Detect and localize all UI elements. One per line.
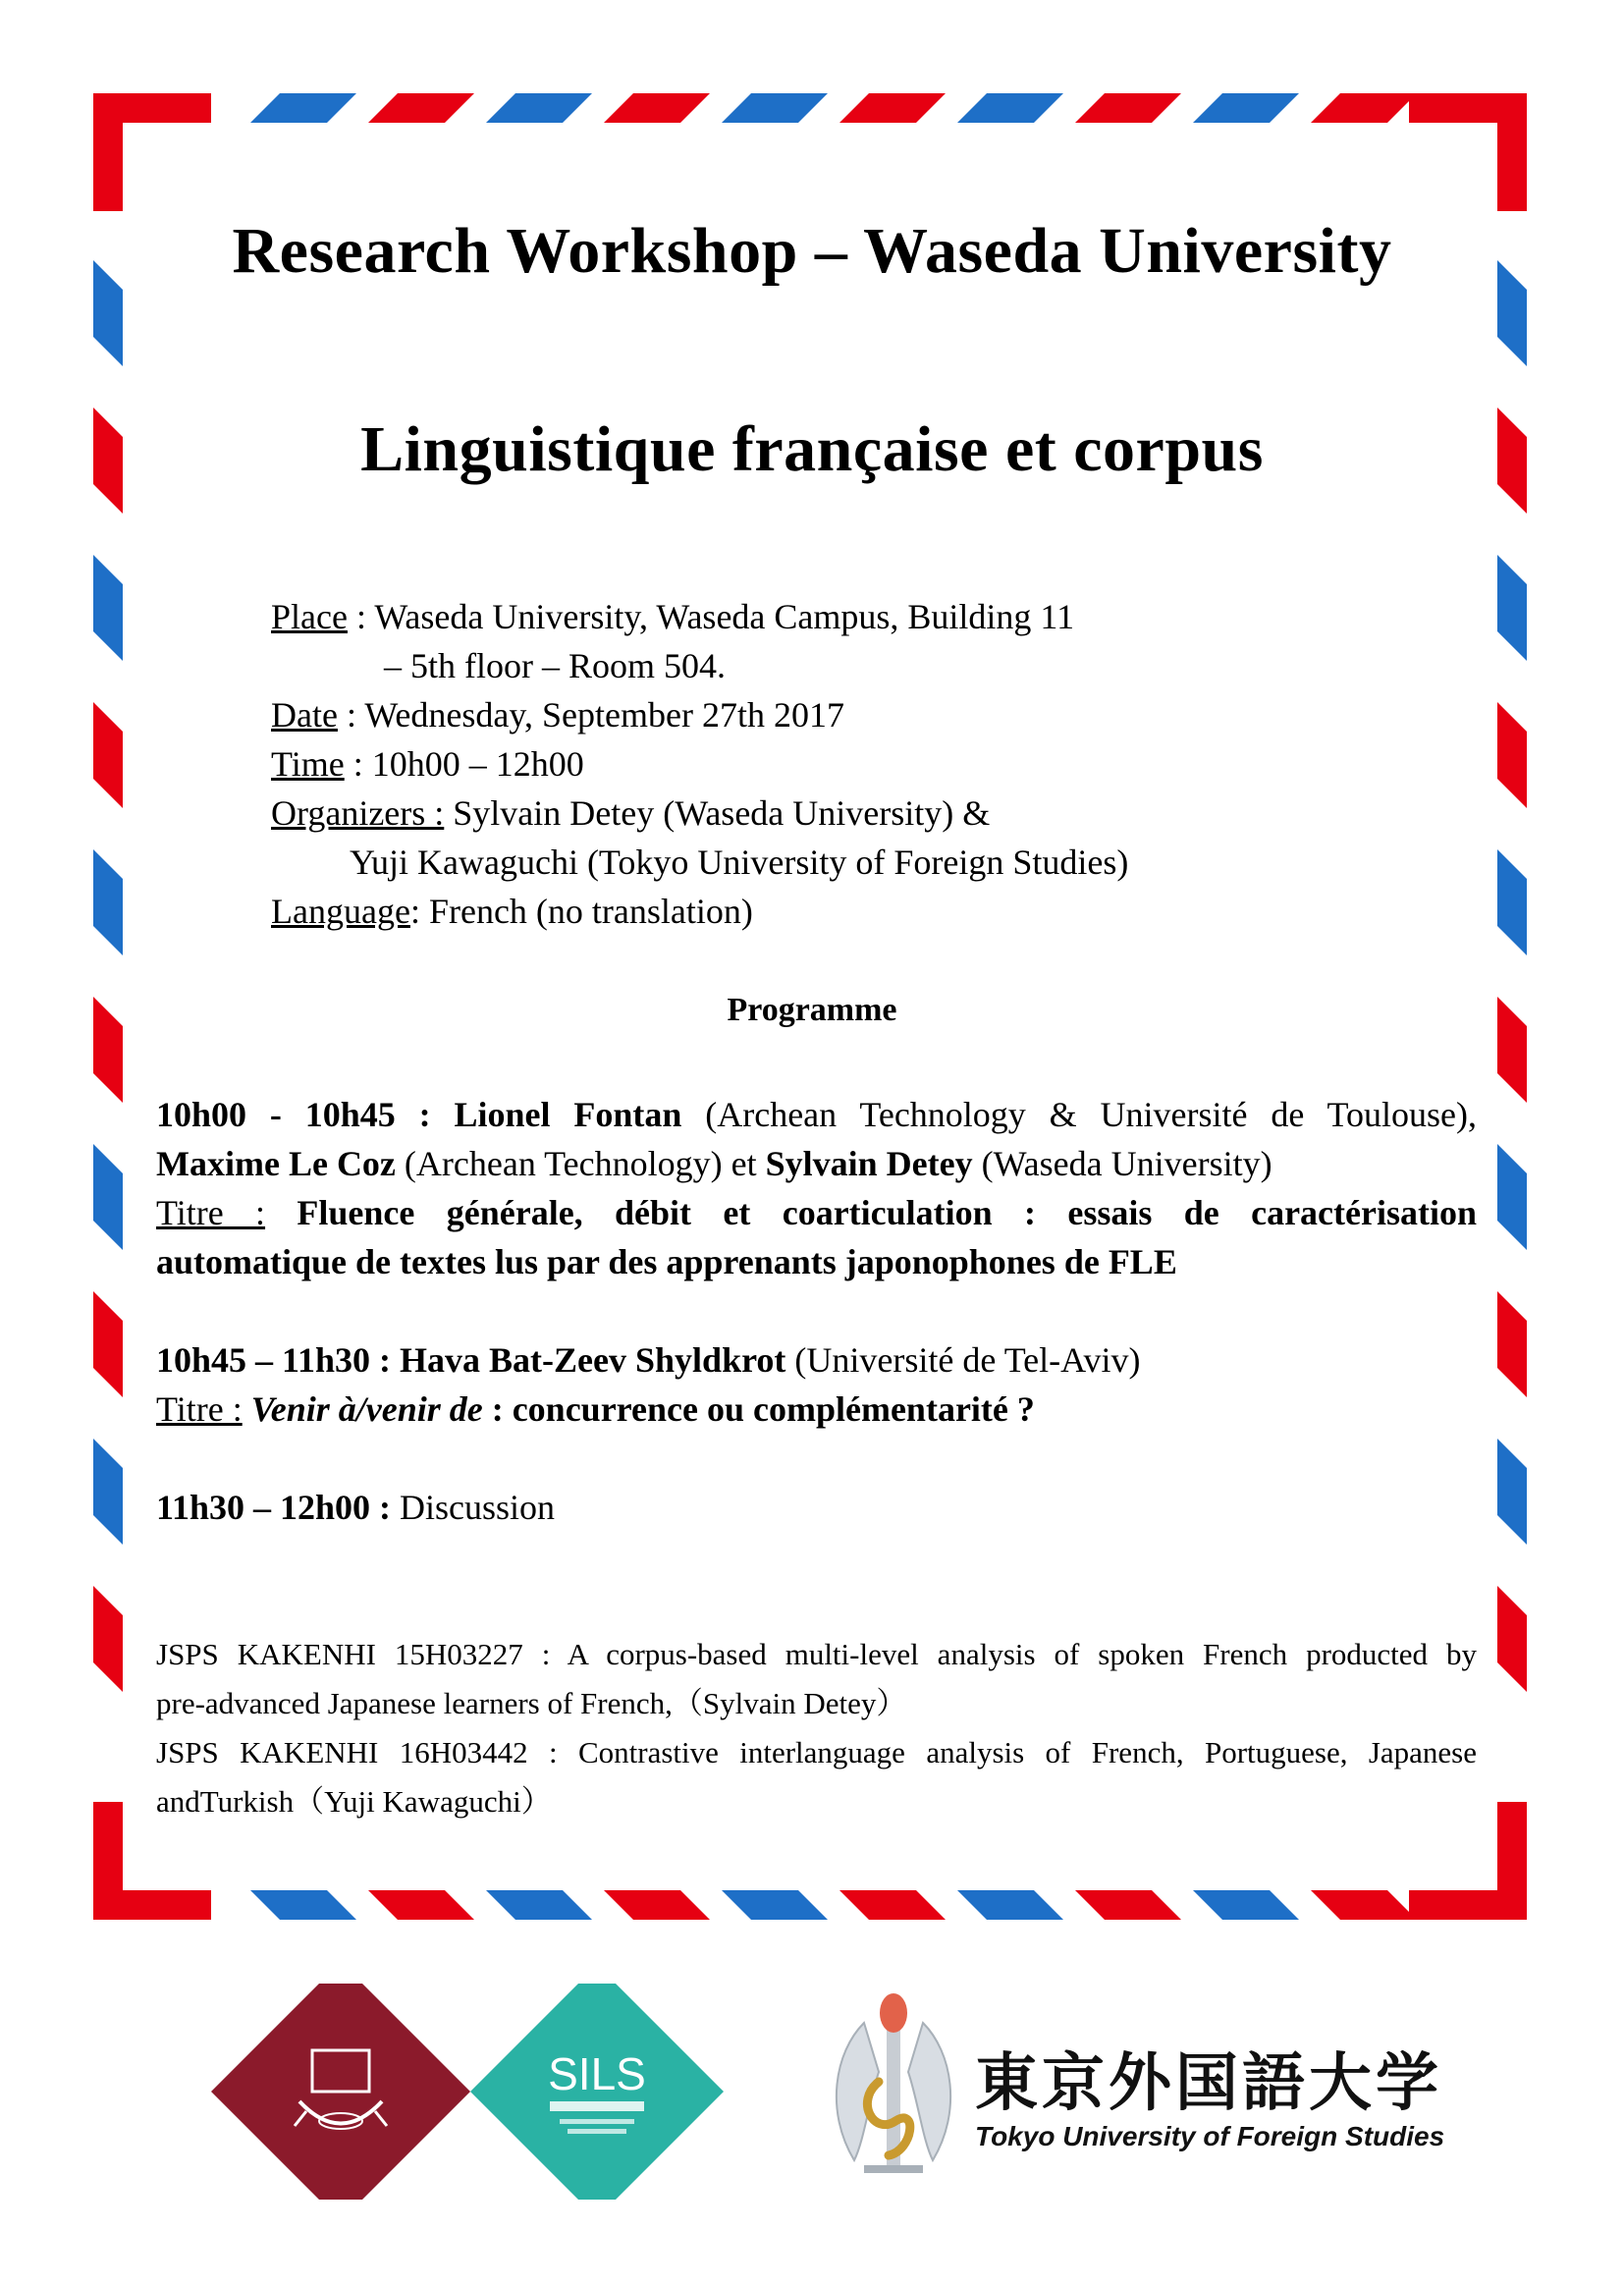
language-value: French (no translation) xyxy=(419,892,753,931)
place-value-2: – 5th floor – Room 504. xyxy=(384,646,726,685)
session-3-time: 11h30 – 12h00 : xyxy=(156,1488,392,1527)
stripe-right xyxy=(1497,1586,1527,1692)
stripe-right xyxy=(1497,1439,1527,1545)
session-1-speaker-2: Maxime Le Coz xyxy=(156,1144,396,1183)
stripe-left xyxy=(93,1439,123,1545)
stripe-bottom xyxy=(839,1890,946,1920)
time-label: Time xyxy=(271,744,345,784)
session-2-title-italic: Venir à/venir de xyxy=(242,1389,483,1429)
session-1-speaker-1: Lionel Fontan xyxy=(454,1095,682,1134)
session-3-line xyxy=(156,1483,1477,1532)
date-value: Wednesday, September 27th 2017 xyxy=(364,695,844,734)
stripe-right xyxy=(1497,1291,1527,1397)
funding-line-2: pre-advanced Japanese learners of French,（Sylvain Detey） xyxy=(156,1686,907,1720)
stripe-right xyxy=(1497,849,1527,955)
organizers-value: Sylvain Detey (Waseda University) & xyxy=(444,793,991,833)
session-2-title-rest: : concurrence ou complémentarité ? xyxy=(482,1389,1035,1429)
funding-notes xyxy=(156,1630,1477,1826)
session-1-titre-label: Titre : xyxy=(156,1193,266,1232)
language-sep: : xyxy=(409,892,420,931)
session-2-title-line xyxy=(156,1385,1477,1434)
date-sep: : xyxy=(337,695,365,734)
date-row xyxy=(271,690,1351,739)
corner-top-right xyxy=(1409,93,1527,211)
stripe-bottom xyxy=(1311,1890,1417,1920)
stripe-bottom xyxy=(486,1890,592,1920)
stripe-right xyxy=(1497,1144,1527,1250)
stripe-top xyxy=(250,93,356,123)
place-row-2 xyxy=(271,641,1351,690)
programme-heading: Programme xyxy=(727,992,897,1028)
place-sep: : xyxy=(347,597,375,636)
session-2-aff: (Université de Tel-Aviv) xyxy=(785,1340,1141,1380)
stripe-bottom xyxy=(1075,1890,1181,1920)
stripe-top xyxy=(486,93,592,123)
funding-line-1: JSPS KAKENHI 15H03227 : A corpus-based multi-level analysis of spoken French producted by xyxy=(156,1637,1477,1671)
tufs-name-english: Tokyo University of Foreign Studies xyxy=(975,2121,1445,2151)
stripe-right xyxy=(1497,555,1527,661)
event-info xyxy=(271,592,1351,936)
corner-top-left xyxy=(93,93,211,211)
sils-logo-text: SILS xyxy=(548,2048,646,2099)
stripe-top xyxy=(604,93,710,123)
language-label: Language xyxy=(271,892,410,931)
stripe-bottom xyxy=(1193,1890,1299,1920)
language-row xyxy=(271,887,1351,936)
session-1-title-1: Fluence générale, débit et coarticulation : essais de caractérisation xyxy=(265,1193,1478,1232)
stripe-bottom xyxy=(368,1890,474,1920)
organizers-value-2: Yuji Kawaguchi (Tokyo University of Foreign Studies) xyxy=(350,843,1129,882)
organizers-row xyxy=(271,789,1351,838)
page-subtitle: Linguistique française et corpus xyxy=(360,413,1264,485)
waseda-logo xyxy=(211,1984,470,2200)
session-2-time: 10h45 – 11h30 : xyxy=(156,1340,392,1380)
stripe-bottom xyxy=(957,1890,1063,1920)
stripe-left xyxy=(93,555,123,661)
page-title: Research Workshop – Waseda University xyxy=(232,215,1392,287)
organizers-label: Organizers : xyxy=(271,793,445,833)
stripe-top xyxy=(1075,93,1181,123)
stripe-top xyxy=(1311,93,1417,123)
session-2-line-1 xyxy=(156,1335,1477,1385)
time-sep: : xyxy=(344,744,372,784)
place-label: Place xyxy=(271,597,348,636)
session-1-speaker-3: Sylvain Detey xyxy=(765,1144,973,1183)
stripe-top xyxy=(722,93,828,123)
session-1-aff-1: (Archean Technology & Université de Toulouse), xyxy=(681,1095,1477,1134)
stripe-top xyxy=(839,93,946,123)
time-value: 10h00 – 12h00 xyxy=(371,744,584,784)
session-3 xyxy=(156,1483,1477,1532)
stripe-left xyxy=(93,702,123,808)
session-1-title-line-2 xyxy=(156,1237,1477,1286)
session-2-speaker: Hava Bat-Zeev Shyldkrot xyxy=(391,1340,786,1380)
stripe-left xyxy=(93,1586,123,1692)
session-1-aff-2: (Archean Technology) et xyxy=(395,1144,766,1183)
stripe-top xyxy=(1193,93,1299,123)
stripe-bottom xyxy=(250,1890,356,1920)
funding-line-4: andTurkish（Yuji Kawaguchi） xyxy=(156,1784,552,1819)
session-1-line-1 xyxy=(156,1090,1477,1139)
place-row xyxy=(271,592,1351,641)
stripe-bottom xyxy=(604,1890,710,1920)
place-value: Waseda University, Waseda Campus, Building 11 xyxy=(374,597,1075,636)
tufs-name-japanese: 東京外国語大学 xyxy=(975,2047,1442,2120)
session-1 xyxy=(156,1090,1477,1286)
funding-line-3: JSPS KAKENHI 16H03442 : Contrastive interlanguage analysis of French, Portuguese, Japanese xyxy=(156,1735,1477,1769)
session-1-aff-3: (Waseda University) xyxy=(972,1144,1272,1183)
session-1-title-2: automatique de textes lus par des apprenants japonophones de FLE xyxy=(156,1242,1177,1281)
session-1-line-2 xyxy=(156,1139,1477,1188)
session-1-title-line-1 xyxy=(156,1188,1477,1237)
organizers-row-2 xyxy=(271,838,1351,887)
stripe-right xyxy=(1497,702,1527,808)
stripe-left xyxy=(93,849,123,955)
session-3-text: Discussion xyxy=(391,1488,556,1527)
sils-logo xyxy=(470,1984,724,2200)
time-row xyxy=(271,739,1351,789)
stripe-bottom xyxy=(722,1890,828,1920)
session-1-time: 10h00 - 10h45 : xyxy=(156,1095,431,1134)
stripe-top xyxy=(957,93,1063,123)
date-label: Date xyxy=(271,695,338,734)
stripe-top xyxy=(368,93,474,123)
stripe-left xyxy=(93,1291,123,1397)
tufs-emblem xyxy=(837,1993,950,2173)
stripe-left xyxy=(93,1144,123,1250)
session-2 xyxy=(156,1335,1477,1434)
session-2-titre-label: Titre : xyxy=(156,1389,243,1429)
